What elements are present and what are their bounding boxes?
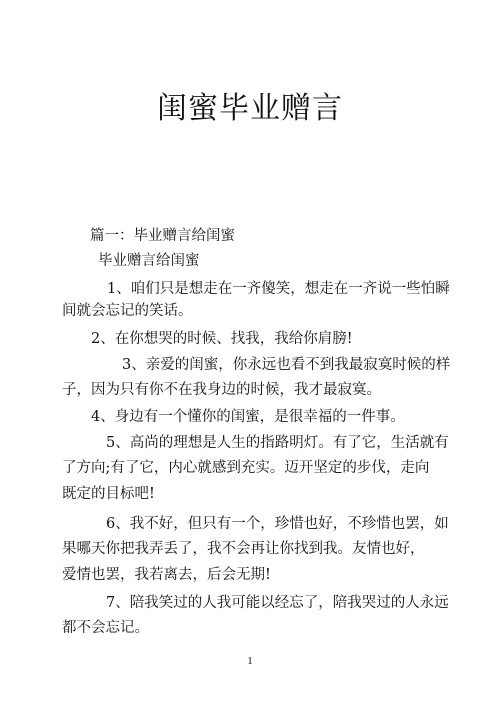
- paragraph-line: 了方向;有了它，内心就感到充实。迈开坚定的步伐，走向: [62, 460, 430, 476]
- paragraph-line: 6、我不好，但只有一个，珍惜也好，不珍惜也罢，如: [106, 516, 449, 532]
- subheading: 毕业赠言给闺蜜: [98, 253, 200, 269]
- paragraph-line: 1、咱们只是想走在一齐傻笑，想走在一齐说一些怕瞬: [107, 281, 450, 297]
- document-title: 闺蜜毕业赠言: [157, 91, 343, 126]
- paragraph-line: 爱情也罢，我若离去，后会无期!: [62, 567, 271, 583]
- paragraph-line: 3、亲爱的闺蜜，你永远也看不到我最寂寞时候的样: [122, 357, 451, 373]
- paragraph-line: 果哪天你把我弄丢了，我不会再让你找到我。友情也好，: [62, 541, 425, 557]
- paragraph-line: 5、高尚的理想是人生的指路明灯。有了它，生活就有: [106, 435, 449, 451]
- section-heading: 篇一：毕业赠言给闺蜜: [90, 228, 235, 244]
- page-number: 1: [247, 655, 253, 667]
- paragraph-line: 4、身边有一个懂你的闺蜜，是很幸福的一件事。: [91, 409, 405, 425]
- paragraph-line: 2、在你想哭的时候、找我，我给你肩膀!: [91, 331, 353, 347]
- paragraph-line: 间就会忘记的笑话。: [62, 303, 193, 319]
- paragraph-line: 7、陪我笑过的人我可能以经忘了，陪我哭过的人永远: [106, 595, 449, 611]
- paragraph-line: 既定的目标吧!: [62, 486, 155, 502]
- paragraph-line: 都不会忘记。: [62, 620, 149, 636]
- paragraph-line: 子，因为只有你不在我身边的时候，我才最寂寞。: [62, 382, 381, 398]
